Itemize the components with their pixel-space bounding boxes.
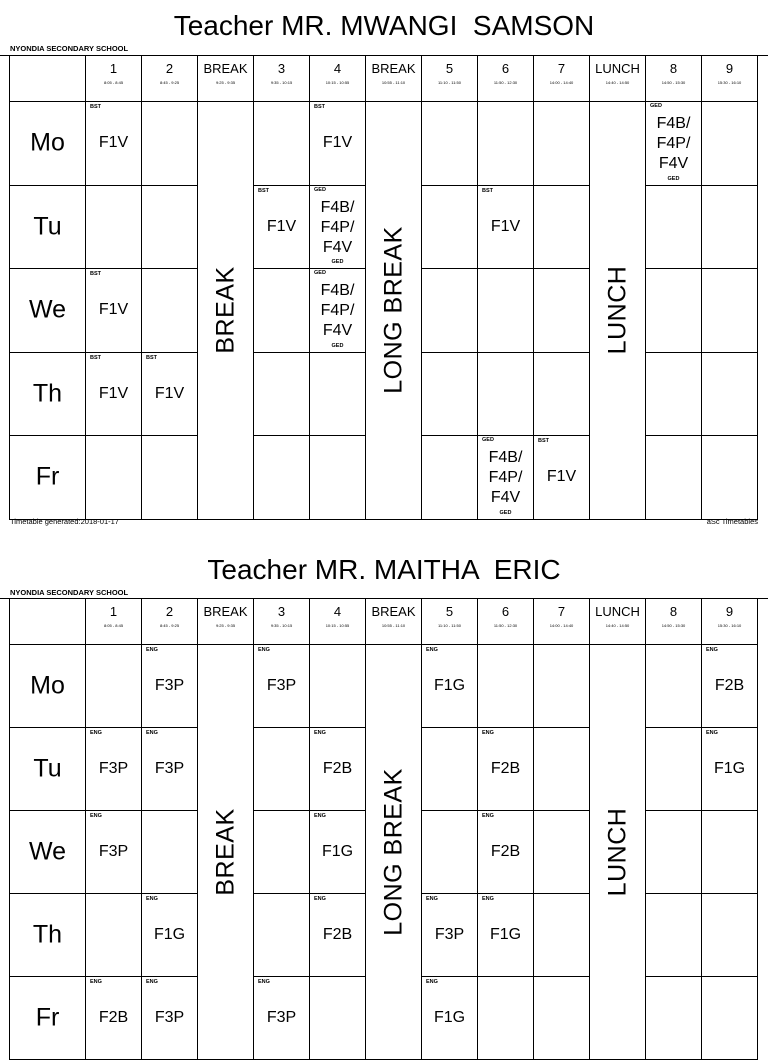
- day-name: Tu: [33, 212, 62, 241]
- period-time: 14:40 - 14:50: [605, 80, 630, 85]
- class-name: F3P: [98, 842, 129, 860]
- period-label: 4: [333, 604, 342, 619]
- header-corner: [10, 599, 86, 645]
- column-header: [86, 599, 142, 645]
- period-time: 15:30 - 16:10: [717, 623, 742, 628]
- period-label: 8: [669, 61, 678, 76]
- subject-code: BST: [146, 354, 157, 361]
- lesson-cell: [86, 811, 142, 894]
- subject-code: BST: [90, 354, 101, 361]
- lesson-cell: [478, 977, 534, 1060]
- period-label: 9: [725, 61, 734, 76]
- lesson-cell: [534, 436, 590, 520]
- subject-code: BST: [314, 104, 325, 110]
- lesson-cell: [702, 894, 758, 977]
- lesson-cell: [254, 894, 310, 977]
- subject-code: GED: [314, 270, 326, 276]
- column-header: [702, 56, 758, 102]
- lesson-cell: [422, 269, 478, 353]
- column-header: [366, 599, 422, 645]
- lesson-cell: [310, 811, 366, 894]
- lesson-cell: [254, 811, 310, 894]
- period-time: 8:05 - 8:45: [103, 623, 124, 628]
- subject-code: ENG: [314, 813, 326, 819]
- class-name: F1V: [546, 468, 577, 486]
- lesson-cell: [702, 977, 758, 1060]
- lesson-cell: [86, 186, 142, 270]
- lesson-cell: [86, 977, 142, 1060]
- lesson-cell: [646, 977, 702, 1060]
- subject-code: ENG: [426, 896, 438, 902]
- timetable-grid: [0, 55, 768, 520]
- period-time: 11:50 - 12:30: [493, 80, 518, 85]
- lesson-cell: [142, 102, 198, 186]
- day-header: [10, 436, 86, 520]
- subject-code-bottom: GED: [499, 509, 512, 516]
- period-time: 10:15 - 10:55: [325, 623, 350, 628]
- column-header: [86, 56, 142, 102]
- long-break-column: [366, 645, 422, 1060]
- class-name: F4B/ F4P/ F4V: [320, 282, 355, 339]
- lesson-cell: [142, 894, 198, 977]
- lesson-cell: [254, 436, 310, 520]
- period-time: 11:50 - 12:30: [493, 623, 518, 628]
- day-name: Th: [32, 379, 63, 408]
- lesson-cell: [534, 269, 590, 353]
- lesson-cell: [142, 728, 198, 811]
- column-header: [590, 599, 646, 645]
- column-header: [142, 599, 198, 645]
- lesson-cell: [142, 645, 198, 728]
- long-break-column-label: LONG BREAK: [379, 226, 407, 395]
- lesson-cell: [478, 811, 534, 894]
- lesson-cell: [310, 102, 366, 186]
- subject-code: ENG: [706, 730, 718, 736]
- lesson-cell: [86, 894, 142, 977]
- period-time: 11:10 - 11:50: [438, 623, 461, 628]
- period-label: LUNCH: [595, 61, 640, 76]
- lesson-cell: [534, 728, 590, 811]
- day-header: [10, 102, 86, 186]
- day-header: [10, 894, 86, 977]
- lesson-cell: [702, 645, 758, 728]
- period-time: 15:30 - 16:10: [717, 80, 742, 85]
- lesson-cell: [478, 353, 534, 437]
- column-header: [142, 56, 198, 102]
- class-name: F1G: [433, 676, 466, 694]
- subject-code: ENG: [90, 813, 102, 819]
- class-name: F4B/ F4P/ F4V: [320, 198, 355, 256]
- lesson-cell: [310, 353, 366, 437]
- period-time: 14:50 - 15:30: [661, 80, 686, 85]
- lesson-cell: [646, 645, 702, 728]
- class-name: F2B: [490, 842, 521, 860]
- lesson-cell: [646, 269, 702, 353]
- period-time: 9:35 - 10:15: [270, 623, 293, 628]
- lesson-cell: [310, 269, 366, 353]
- column-header: [254, 599, 310, 645]
- period-time: 10:15 - 10:55: [325, 80, 350, 85]
- day-name: Th: [32, 920, 63, 949]
- lunch-column: [590, 102, 646, 520]
- day-header: [10, 811, 86, 894]
- day-header: [10, 186, 86, 270]
- lunch-column-label: LUNCH: [603, 807, 631, 897]
- lesson-cell: [142, 811, 198, 894]
- subject-code: BST: [258, 187, 269, 194]
- subject-code: BST: [482, 187, 493, 194]
- day-name: Fr: [35, 462, 60, 491]
- column-header: [310, 599, 366, 645]
- column-header: [422, 599, 478, 645]
- lesson-cell: [310, 645, 366, 728]
- lesson-cell: [702, 436, 758, 520]
- lesson-cell: [646, 353, 702, 437]
- lesson-cell: [534, 894, 590, 977]
- subject-code: ENG: [146, 647, 158, 653]
- class-name: F3P: [154, 1008, 185, 1026]
- day-name: Mo: [30, 128, 65, 157]
- period-time: 9:25 - 9:35: [215, 623, 236, 628]
- lesson-cell: [86, 728, 142, 811]
- class-name: F1G: [713, 759, 746, 777]
- lesson-cell: [646, 186, 702, 270]
- lesson-cell: [646, 102, 702, 186]
- school-name: NYONDIA SECONDARY SCHOOL: [10, 588, 129, 597]
- lesson-cell: [86, 436, 142, 520]
- period-time: 9:35 - 10:15: [270, 80, 293, 85]
- break-column: [198, 102, 254, 520]
- lesson-cell: [422, 102, 478, 186]
- lesson-cell: [254, 186, 310, 270]
- lesson-cell: [310, 186, 366, 270]
- lesson-cell: [254, 728, 310, 811]
- period-label: 2: [165, 61, 174, 76]
- day-header: [10, 977, 86, 1060]
- lesson-cell: [702, 102, 758, 186]
- class-name: F1V: [98, 301, 129, 319]
- lesson-cell: [646, 811, 702, 894]
- class-name: F3P: [434, 925, 465, 943]
- lesson-cell: [86, 353, 142, 437]
- class-name: F4B/ F4P/ F4V: [488, 449, 523, 506]
- class-name: F1V: [490, 217, 521, 235]
- class-name: F1V: [266, 217, 297, 235]
- column-header: [534, 56, 590, 102]
- lesson-cell: [646, 728, 702, 811]
- class-name: F1G: [433, 1008, 466, 1026]
- column-header: [478, 56, 534, 102]
- period-label: 4: [333, 61, 342, 76]
- lesson-cell: [646, 894, 702, 977]
- subject-code: BST: [90, 104, 101, 110]
- period-label: BREAK: [203, 61, 248, 76]
- timetable-grid: [0, 598, 768, 1060]
- column-header: [590, 56, 646, 102]
- lunch-column-label: LUNCH: [603, 265, 631, 355]
- period-label: 5: [445, 61, 454, 76]
- column-header: [646, 56, 702, 102]
- lesson-cell: [310, 977, 366, 1060]
- column-header: [366, 56, 422, 102]
- lesson-cell: [86, 102, 142, 186]
- period-time: 14:50 - 15:30: [661, 623, 686, 628]
- lesson-cell: [534, 645, 590, 728]
- class-name: F3P: [154, 759, 185, 777]
- class-name: F1G: [153, 925, 186, 943]
- lesson-cell: [254, 102, 310, 186]
- period-label: 7: [557, 61, 566, 76]
- class-name: F3P: [266, 676, 297, 694]
- lesson-cell: [422, 894, 478, 977]
- day-header: [10, 353, 86, 437]
- lesson-cell: [478, 728, 534, 811]
- period-label: 6: [501, 604, 510, 619]
- period-label: 1: [109, 604, 118, 619]
- subject-code: ENG: [706, 647, 718, 653]
- lesson-cell: [86, 269, 142, 353]
- column-header: [198, 56, 254, 102]
- lesson-cell: [422, 728, 478, 811]
- subject-code: ENG: [146, 896, 158, 902]
- class-name: F1V: [322, 134, 353, 152]
- subject-code: BST: [538, 438, 549, 444]
- class-name: F1V: [154, 384, 185, 402]
- period-label: BREAK: [203, 604, 248, 619]
- class-name: F1G: [321, 842, 354, 860]
- period-label: 1: [109, 61, 118, 76]
- period-label: 2: [165, 604, 174, 619]
- day-name: We: [28, 837, 67, 866]
- lesson-cell: [478, 186, 534, 270]
- lesson-cell: [422, 353, 478, 437]
- period-label: LUNCH: [595, 604, 640, 619]
- period-time: 14:00 - 14:40: [549, 623, 574, 628]
- subject-code: GED: [314, 186, 326, 193]
- lesson-cell: [534, 186, 590, 270]
- column-header: [310, 56, 366, 102]
- column-header: [646, 599, 702, 645]
- lesson-cell: [422, 811, 478, 894]
- lesson-cell: [142, 353, 198, 437]
- lesson-cell: [254, 353, 310, 437]
- class-name: F2B: [322, 759, 353, 777]
- class-name: F1G: [489, 925, 522, 943]
- subject-code: ENG: [90, 979, 102, 985]
- subject-code: ENG: [314, 730, 326, 736]
- break-column-label: BREAK: [211, 266, 239, 354]
- lesson-cell: [142, 186, 198, 270]
- lesson-cell: [86, 645, 142, 728]
- period-label: 7: [557, 604, 566, 619]
- lesson-cell: [702, 811, 758, 894]
- teacher-title: Teacher MR. MWANGI SAMSON: [173, 10, 595, 41]
- period-time: 8:45 - 9:25: [159, 623, 180, 628]
- class-name: F2B: [490, 759, 521, 777]
- break-column-label: BREAK: [211, 808, 239, 896]
- period-time: 10:55 - 11:10: [381, 80, 406, 85]
- break-column: [198, 645, 254, 1060]
- subject-code-bottom: GED: [331, 342, 344, 349]
- lesson-cell: [702, 269, 758, 353]
- lesson-cell: [422, 436, 478, 520]
- subject-code-bottom: GED: [667, 175, 680, 182]
- lesson-cell: [534, 353, 590, 437]
- lesson-cell: [142, 977, 198, 1060]
- subject-code: BST: [90, 271, 101, 277]
- day-name: Mo: [30, 671, 65, 700]
- period-time: 11:10 - 11:50: [438, 80, 461, 85]
- lesson-cell: [534, 102, 590, 186]
- period-time: 8:45 - 9:25: [159, 80, 180, 85]
- period-label: BREAK: [371, 61, 416, 76]
- long-break-column-label: LONG BREAK: [379, 768, 407, 936]
- subject-code: ENG: [146, 979, 158, 985]
- lesson-cell: [702, 186, 758, 270]
- period-label: 9: [725, 604, 734, 619]
- lesson-cell: [254, 269, 310, 353]
- column-header: [702, 599, 758, 645]
- lesson-cell: [142, 269, 198, 353]
- column-header: [198, 599, 254, 645]
- subject-code: ENG: [426, 979, 438, 985]
- class-name: F3P: [154, 676, 185, 694]
- column-header: [478, 599, 534, 645]
- lesson-cell: [478, 436, 534, 520]
- day-name: We: [28, 295, 67, 324]
- subject-code: ENG: [314, 896, 326, 902]
- lesson-cell: [534, 977, 590, 1060]
- lesson-cell: [310, 728, 366, 811]
- lesson-cell: [478, 269, 534, 353]
- lesson-cell: [310, 436, 366, 520]
- lesson-cell: [702, 728, 758, 811]
- lesson-cell: [422, 977, 478, 1060]
- lesson-cell: [702, 353, 758, 437]
- column-header: [422, 56, 478, 102]
- class-name: F3P: [266, 1008, 297, 1026]
- day-header: [10, 269, 86, 353]
- period-label: 3: [277, 604, 286, 619]
- generated-date: Timetable generated:2018-01-17: [10, 517, 119, 526]
- lesson-cell: [478, 645, 534, 728]
- subject-code: ENG: [258, 979, 270, 985]
- lesson-cell: [254, 977, 310, 1060]
- lesson-cell: [310, 894, 366, 977]
- lesson-cell: [646, 436, 702, 520]
- lesson-cell: [478, 894, 534, 977]
- column-header: [534, 599, 590, 645]
- software-credit: aSc Timetables: [706, 517, 758, 526]
- subject-code: ENG: [482, 896, 494, 902]
- subject-code: ENG: [90, 730, 102, 736]
- lesson-cell: [142, 436, 198, 520]
- period-label: 3: [277, 61, 286, 76]
- long-break-column: [366, 102, 422, 520]
- subject-code: ENG: [426, 647, 438, 653]
- class-name: F3P: [98, 759, 129, 777]
- lesson-cell: [534, 811, 590, 894]
- header-corner: [10, 56, 86, 102]
- class-name: F2B: [714, 676, 745, 694]
- subject-code: GED: [482, 437, 494, 443]
- period-time: 10:55 - 11:10: [381, 623, 406, 628]
- lesson-cell: [422, 186, 478, 270]
- class-name: F2B: [98, 1008, 129, 1026]
- lesson-cell: [478, 102, 534, 186]
- teacher-title: Teacher MR. MAITHA ERIC: [207, 554, 561, 585]
- class-name: F2B: [322, 925, 353, 943]
- period-time: 8:05 - 8:45: [103, 80, 124, 85]
- period-label: BREAK: [371, 604, 416, 619]
- lesson-cell: [254, 645, 310, 728]
- period-time: 14:00 - 14:40: [549, 80, 574, 85]
- subject-code: ENG: [258, 647, 270, 653]
- period-label: 8: [669, 604, 678, 619]
- lunch-column: [590, 645, 646, 1060]
- day-header: [10, 728, 86, 811]
- subject-code-bottom: GED: [331, 259, 344, 265]
- class-name: F1V: [98, 384, 129, 402]
- period-label: 5: [445, 604, 454, 619]
- period-time: 9:25 - 9:35: [215, 80, 236, 85]
- class-name: F1V: [98, 134, 129, 152]
- school-name: NYONDIA SECONDARY SCHOOL: [10, 44, 129, 53]
- subject-code: ENG: [482, 813, 494, 819]
- subject-code: ENG: [482, 730, 494, 736]
- period-label: 6: [501, 61, 510, 76]
- column-header: [254, 56, 310, 102]
- day-name: Tu: [33, 754, 62, 783]
- class-name: F4B/ F4P/ F4V: [656, 115, 691, 172]
- day-header: [10, 645, 86, 728]
- day-name: Fr: [35, 1003, 60, 1032]
- period-time: 14:40 - 14:50: [605, 623, 630, 628]
- subject-code: GED: [650, 103, 662, 109]
- subject-code: ENG: [146, 730, 158, 736]
- lesson-cell: [422, 645, 478, 728]
